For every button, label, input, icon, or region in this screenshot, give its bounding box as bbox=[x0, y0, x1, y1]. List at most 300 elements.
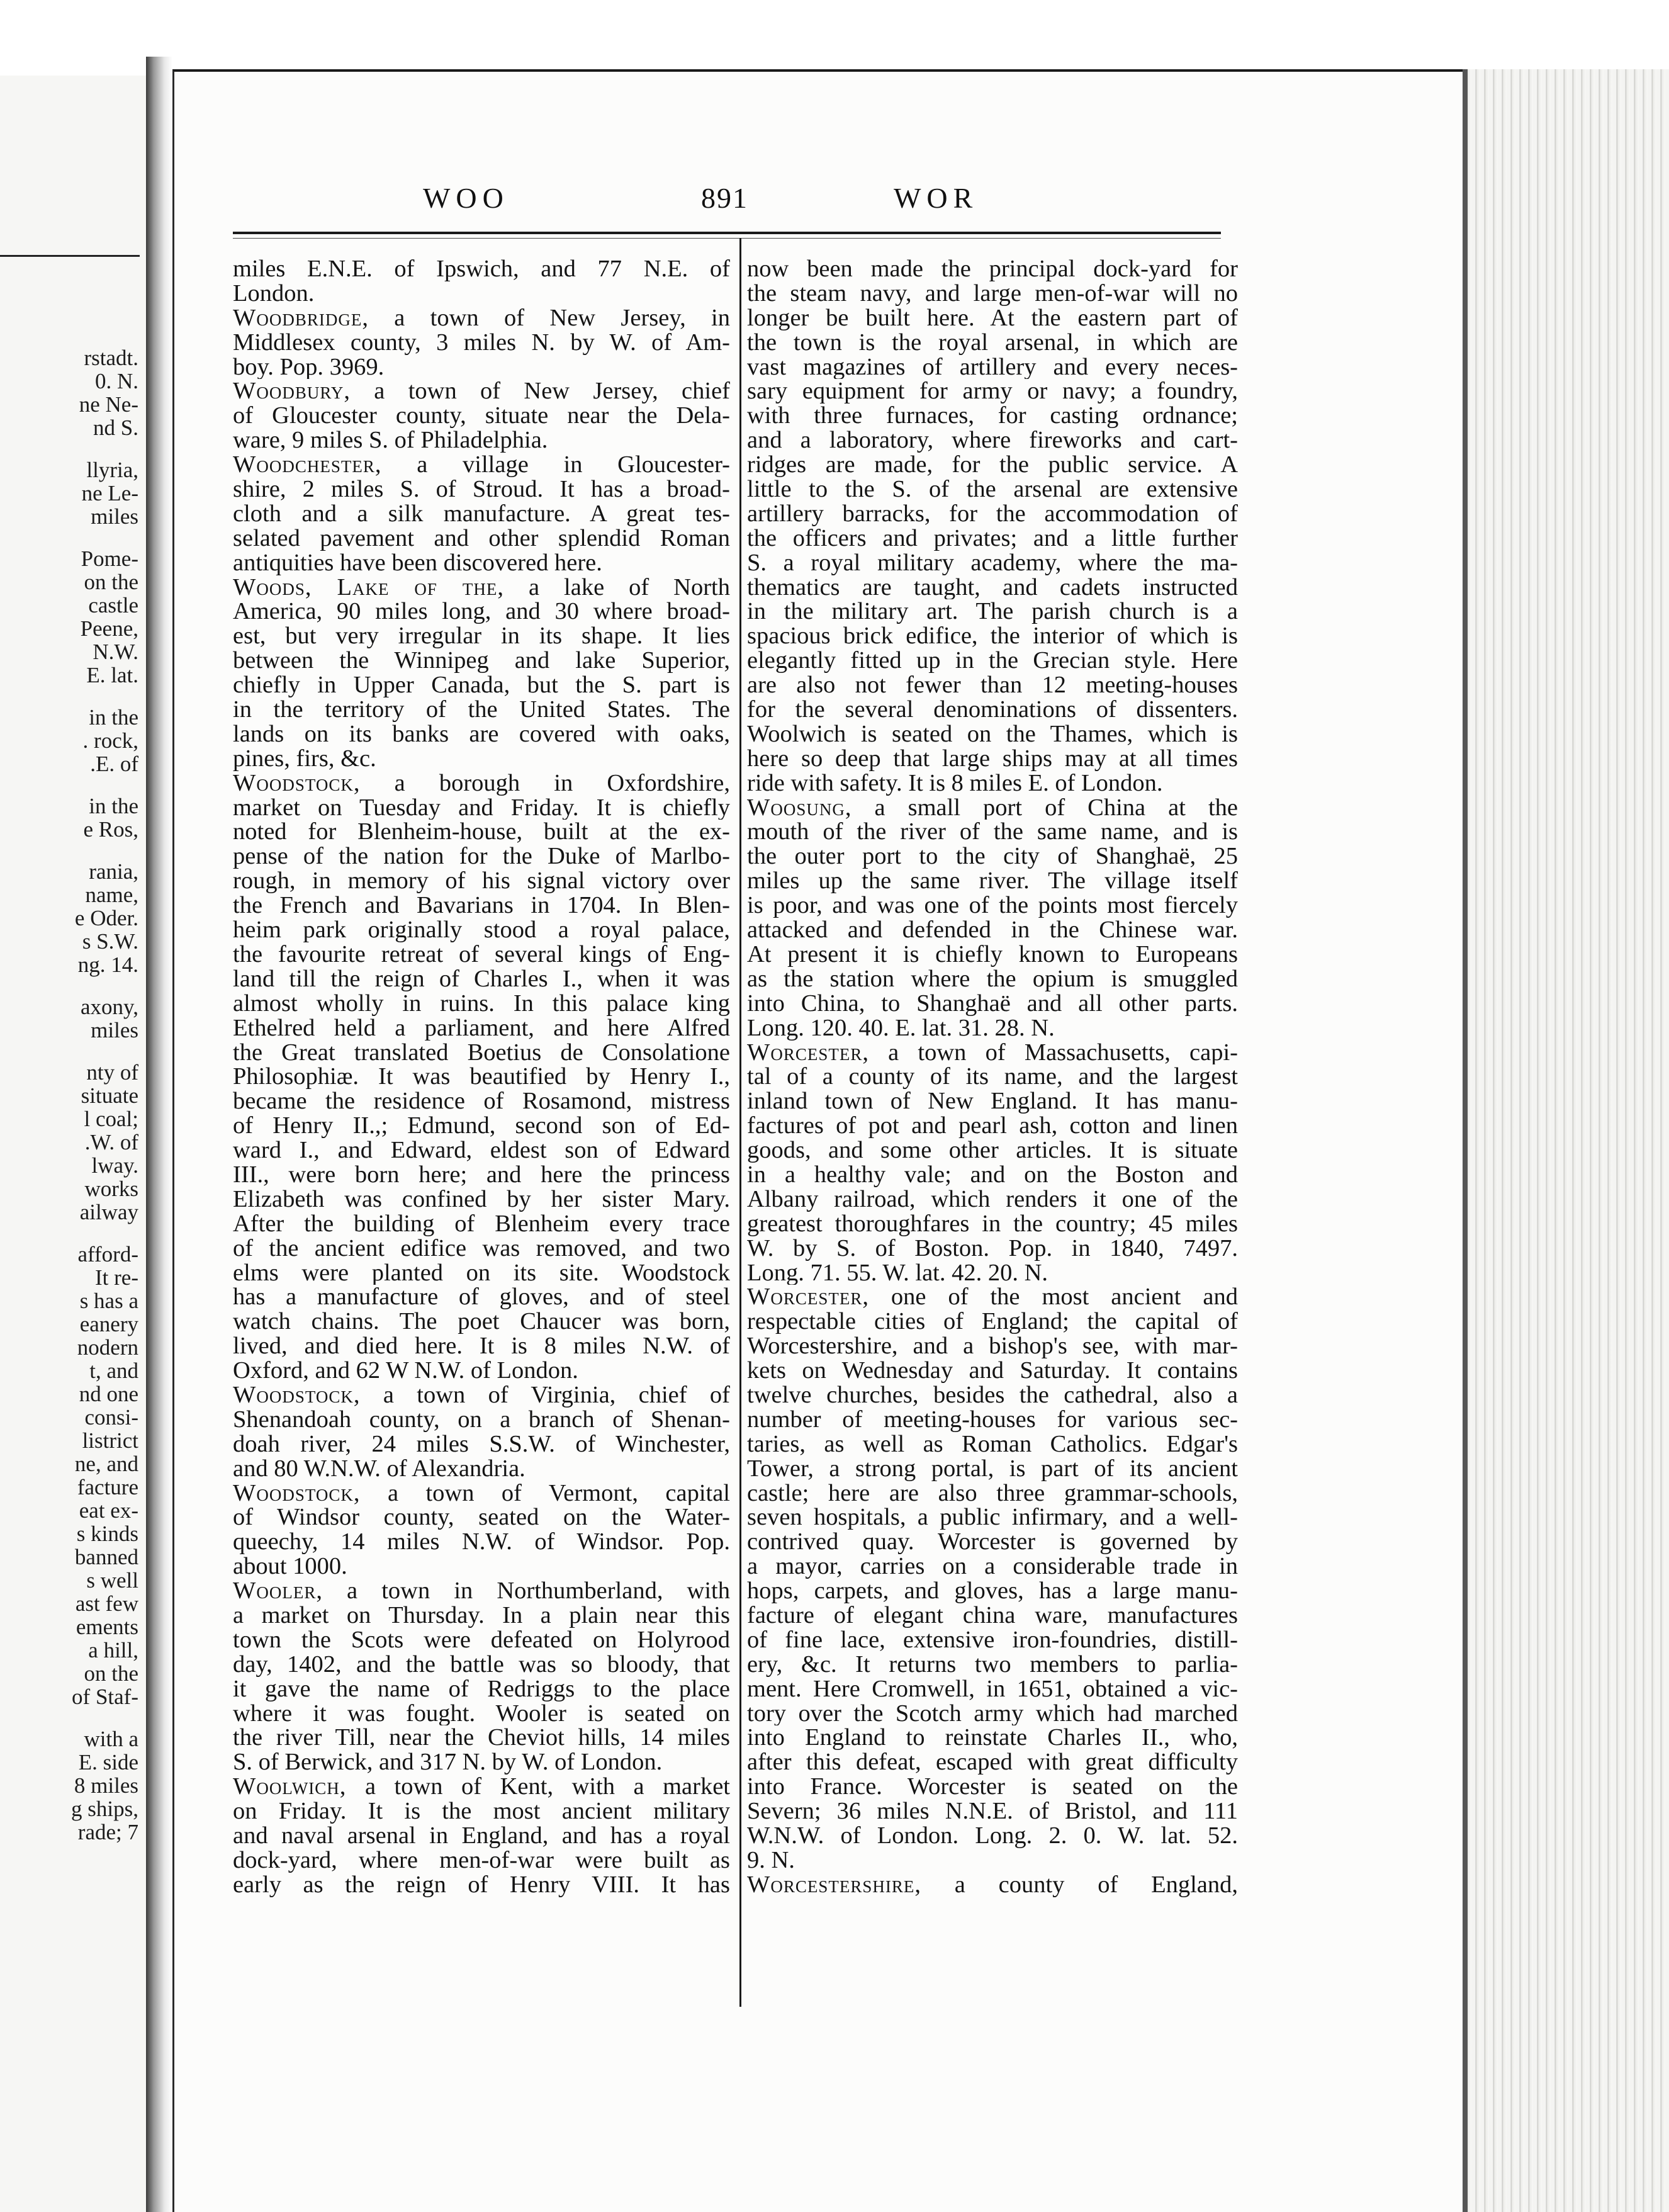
text-line bbox=[747, 1652, 1238, 1677]
fragment-line: s has a bbox=[79, 1289, 138, 1313]
text-line bbox=[747, 379, 1238, 403]
entry-headword: Worcester, bbox=[747, 1040, 869, 1065]
text-line bbox=[747, 844, 1238, 869]
line-text: pines, firs, &c. bbox=[233, 746, 376, 771]
line-text: for the several denominations of dissenters. bbox=[747, 697, 1238, 722]
text-line bbox=[233, 1114, 730, 1138]
line-text: number of meeting-houses for various sec- bbox=[747, 1407, 1238, 1432]
text-line bbox=[747, 1799, 1238, 1824]
line-text: longer be built here. At the eastern part of bbox=[747, 305, 1238, 330]
fragment-line: It re- bbox=[95, 1265, 138, 1290]
line-text: of Henry II.,; Edmund, second son of Ed- bbox=[233, 1114, 730, 1139]
entry-first-line bbox=[747, 1285, 1238, 1309]
fragment-line: in the bbox=[89, 705, 138, 730]
text-line bbox=[747, 1457, 1238, 1481]
text-line bbox=[747, 1138, 1238, 1163]
text-line bbox=[747, 648, 1238, 673]
line-text: ment. Here Cromwell, in 1651, obtained a vic- bbox=[747, 1676, 1238, 1701]
line-text: queechy, 14 miles N.W. of Windsor. Pop. bbox=[233, 1530, 730, 1555]
fragment-line: on the bbox=[84, 570, 138, 594]
line-text: Albany railroad, which renders it one of the bbox=[747, 1187, 1238, 1212]
text-line bbox=[233, 624, 730, 648]
entry-headword: Wooler, bbox=[233, 1579, 323, 1603]
entry-first-line bbox=[233, 1579, 730, 1603]
line-text: III., were born here; and here the princess bbox=[233, 1162, 730, 1187]
fragment-line: miles bbox=[91, 1018, 138, 1042]
text-line bbox=[233, 967, 730, 991]
line-text: London. bbox=[233, 281, 315, 306]
text-line bbox=[233, 403, 730, 428]
fragment-line: consi- bbox=[84, 1405, 138, 1430]
text-line bbox=[233, 1089, 730, 1114]
fragment-line: ailway bbox=[79, 1200, 138, 1224]
line-text: sary equipment for army or navy; a foundry, bbox=[747, 379, 1238, 404]
line-text: ride with safety. It is 8 miles E. of London. bbox=[747, 770, 1163, 796]
line-text: in the territory of the United States. The bbox=[233, 697, 730, 722]
text-line bbox=[747, 502, 1238, 526]
line-text: chiefly in Upper Canada, but the S. part is bbox=[233, 673, 730, 698]
text-line bbox=[233, 1187, 730, 1212]
fragment-line: nd S. bbox=[93, 415, 138, 440]
text-line bbox=[747, 1212, 1238, 1236]
line-text: the steam navy, and large men-of-war will no bbox=[747, 281, 1238, 306]
text-line bbox=[747, 453, 1238, 477]
line-text: in a healthy vale; and on the Boston and bbox=[747, 1162, 1238, 1187]
fragment-line: ast few bbox=[75, 1591, 138, 1616]
line-text: into France. Worcester is seated on the bbox=[747, 1775, 1238, 1800]
text-line bbox=[747, 771, 1238, 796]
fragment-line: facture bbox=[77, 1475, 138, 1499]
line-text: watch chains. The poet Chaucer was born, bbox=[233, 1309, 730, 1335]
text-line bbox=[233, 1285, 730, 1309]
book-gutter bbox=[146, 57, 172, 2212]
fragment-line: banned bbox=[74, 1545, 138, 1569]
fragment-line: rania, bbox=[89, 859, 138, 884]
text-line bbox=[747, 697, 1238, 722]
fragment-line: g ships, bbox=[71, 1797, 138, 1821]
text-line bbox=[233, 722, 730, 747]
fragment-line: 8 miles bbox=[74, 1773, 138, 1798]
line-text: selated pavement and other splendid Roman bbox=[233, 526, 730, 551]
text-line bbox=[233, 477, 730, 502]
line-text: After the building of Blenheim every trace bbox=[233, 1211, 730, 1236]
fragment-line: rade; 7 bbox=[77, 1820, 138, 1844]
text-line bbox=[747, 1481, 1238, 1506]
line-text: cloth and a silk manufacture. A great tes- bbox=[233, 501, 730, 526]
entry-first-line bbox=[747, 1873, 1238, 1897]
text-line bbox=[233, 1848, 730, 1873]
text-line bbox=[747, 1114, 1238, 1138]
entry-headword: Woodbury, bbox=[233, 379, 351, 404]
text-line bbox=[233, 1261, 730, 1285]
fragment-line: .W. of bbox=[84, 1130, 138, 1154]
line-text: land till the reign of Charles I., when it was bbox=[233, 966, 730, 991]
text-line bbox=[747, 1701, 1238, 1726]
fragment-gap bbox=[0, 1708, 138, 1727]
line-text: and 80 W.N.W. of Alexandria. bbox=[233, 1456, 525, 1481]
fragment-line: s well bbox=[86, 1568, 138, 1593]
text-line bbox=[747, 1579, 1238, 1603]
line-text: thematics are taught, and cadets instructed bbox=[747, 575, 1238, 600]
text-line bbox=[233, 526, 730, 551]
line-text: Long. 71. 55. W. lat. 42. 20. N. bbox=[747, 1260, 1048, 1285]
text-line bbox=[233, 281, 730, 306]
text-line bbox=[233, 697, 730, 722]
text-line bbox=[747, 1848, 1238, 1873]
text-line bbox=[747, 918, 1238, 942]
line-text: into China, to Shanghaë and all other parts. bbox=[747, 991, 1238, 1016]
line-text: Long. 120. 40. E. lat. 31. 28. N. bbox=[747, 1015, 1055, 1041]
fragment-line: of Staf- bbox=[72, 1684, 138, 1709]
line-text: Worcestershire, and a bishop's see, with mar- bbox=[747, 1334, 1238, 1359]
text-line bbox=[233, 502, 730, 526]
text-line bbox=[233, 428, 730, 453]
fragment-line: Pome- bbox=[81, 546, 138, 571]
line-text: about 1000. bbox=[233, 1554, 347, 1579]
line-text: in the military art. The parish church is a bbox=[747, 599, 1238, 624]
line-text: boy. Pop. 3969. bbox=[233, 354, 385, 380]
text-line bbox=[747, 1432, 1238, 1457]
text-line bbox=[747, 1064, 1238, 1089]
fragment-gap bbox=[0, 687, 138, 706]
line-text: has a manufacture of gloves, and of steel bbox=[233, 1285, 730, 1310]
text-line bbox=[747, 599, 1238, 624]
line-text: Oxford, and 62 W N.W. of London. bbox=[233, 1358, 578, 1383]
column-divider bbox=[739, 238, 741, 2007]
line-text: dock-yard, where men-of-war were built as bbox=[233, 1848, 730, 1873]
text-line bbox=[233, 893, 730, 918]
fragment-line: t, and bbox=[89, 1358, 138, 1383]
text-line bbox=[747, 1725, 1238, 1750]
fragment-line: on the bbox=[84, 1661, 138, 1686]
fragment-line: ng. 14. bbox=[77, 952, 138, 977]
text-line bbox=[747, 1554, 1238, 1579]
entry-first-line bbox=[233, 453, 730, 477]
text-line bbox=[233, 991, 730, 1016]
fragment-line: s kinds bbox=[76, 1521, 138, 1546]
line-text: castle; here are also three grammar-schools, bbox=[747, 1481, 1238, 1506]
text-line bbox=[747, 355, 1238, 380]
text-line bbox=[747, 477, 1238, 502]
line-text: of Windsor county, seated on the Water- bbox=[233, 1505, 730, 1530]
text-line bbox=[233, 599, 730, 624]
text-line bbox=[747, 1408, 1238, 1432]
line-text: after this defeat, escaped with great difficulty bbox=[747, 1750, 1238, 1775]
text-line bbox=[747, 1089, 1238, 1114]
text-line bbox=[233, 1408, 730, 1432]
text-line bbox=[747, 893, 1238, 918]
text-line bbox=[747, 403, 1238, 428]
fragment-line: in the bbox=[89, 794, 138, 818]
text-line bbox=[233, 648, 730, 673]
text-line bbox=[233, 1824, 730, 1848]
text-line bbox=[233, 1725, 730, 1750]
text-line bbox=[233, 1603, 730, 1628]
entry-first-line bbox=[233, 1481, 730, 1506]
text-line bbox=[747, 330, 1238, 355]
entry-headword: Woodbridge, bbox=[233, 305, 369, 330]
line-text: a small port of China at the bbox=[851, 795, 1238, 820]
text-line bbox=[233, 257, 730, 281]
text-line bbox=[747, 1677, 1238, 1701]
text-line bbox=[233, 1236, 730, 1261]
line-text: market on Tuesday and Friday. It is chiefly bbox=[233, 795, 730, 820]
line-text: the favourite retreat of several kings of Eng- bbox=[233, 942, 730, 967]
text-line bbox=[233, 869, 730, 893]
fragment-line: ne Ne- bbox=[79, 392, 138, 417]
text-line bbox=[233, 1138, 730, 1163]
fragment-gap bbox=[0, 439, 138, 458]
line-text: mouth of the river of the same name, and is bbox=[747, 820, 1238, 845]
line-text: little to the S. of the arsenal are extensive bbox=[747, 477, 1238, 502]
text-line bbox=[233, 1873, 730, 1897]
entry-first-line bbox=[747, 796, 1238, 820]
fragment-line: l coal; bbox=[84, 1107, 138, 1131]
entry-headword: Worcestershire, bbox=[747, 1872, 921, 1897]
line-text: vast magazines of artillery and every neces- bbox=[747, 354, 1238, 380]
line-text: with three furnaces, for casting ordnance; bbox=[747, 403, 1238, 429]
facing-page-text bbox=[0, 346, 138, 1844]
line-text: tory over the Scotch army which had marched bbox=[747, 1701, 1238, 1726]
line-text: the French and Bavarians in 1704. In Blen- bbox=[233, 893, 730, 918]
fragment-line: rstadt. bbox=[84, 346, 138, 370]
text-line bbox=[747, 306, 1238, 330]
line-text: into England to reinstate Charles II., who, bbox=[747, 1725, 1238, 1751]
line-text: miles up the same river. The village itself bbox=[747, 869, 1238, 894]
entry-first-line bbox=[747, 1041, 1238, 1065]
line-text: antiquities have been discovered here. bbox=[233, 550, 602, 575]
text-line bbox=[233, 1016, 730, 1041]
line-text: twelve churches, besides the cathedral, also a bbox=[747, 1382, 1238, 1408]
fragment-line: 0. N. bbox=[94, 369, 138, 393]
facing-page-fragment bbox=[0, 76, 148, 2212]
entry-headword: Worcester, bbox=[747, 1285, 869, 1310]
entry-first-line bbox=[233, 1775, 730, 1799]
text-line bbox=[747, 624, 1238, 648]
line-text: a town of Kent, with a market bbox=[346, 1775, 730, 1800]
line-text: a town of Vermont, capital bbox=[360, 1481, 730, 1506]
fragment-line: miles bbox=[91, 504, 138, 529]
text-line bbox=[747, 1628, 1238, 1652]
fragment-line: nd one bbox=[79, 1382, 138, 1406]
line-text: lived, and died here. It is 8 miles N.W. of bbox=[233, 1334, 730, 1359]
text-line bbox=[233, 1358, 730, 1383]
text-line bbox=[233, 1064, 730, 1089]
fragment-line: .E. of bbox=[90, 752, 138, 776]
line-text: Woolwich is seated on the Thames, which is bbox=[747, 721, 1238, 747]
line-text: Severn; 36 miles N.N.E. of Bristol, and 111 bbox=[747, 1799, 1238, 1824]
line-text: W.N.W. of London. Long. 2. 0. W. lat. 52. bbox=[747, 1824, 1238, 1848]
line-text: est, but very irregular in its shape. It lies bbox=[233, 624, 730, 649]
text-line bbox=[233, 551, 730, 575]
fragment-line: situate bbox=[81, 1083, 138, 1108]
line-text: it gave the name of Redriggs to the place bbox=[233, 1676, 730, 1701]
header-rule-thin bbox=[233, 238, 1221, 239]
text-line bbox=[747, 1530, 1238, 1554]
entry-first-line bbox=[233, 575, 730, 600]
line-text: a town in Northumberland, with bbox=[322, 1579, 730, 1603]
line-text: the officers and privates; and a little further bbox=[747, 526, 1238, 551]
line-text: elegantly fitted up in the Grecian style. Here bbox=[747, 648, 1238, 674]
line-text: inland town of New England. It has manu- bbox=[747, 1089, 1238, 1114]
line-text: pense of the nation for the Duke of Marlbo- bbox=[233, 844, 730, 869]
line-text: spacious brick edifice, the interior of which is bbox=[747, 624, 1238, 649]
line-text: greatest thoroughfares in the country; 45 miles bbox=[747, 1211, 1238, 1236]
fragment-line: ne Le- bbox=[81, 481, 138, 505]
line-text: Philosophiæ. It was beautified by Henry I., bbox=[233, 1064, 730, 1090]
text-line bbox=[747, 1163, 1238, 1187]
line-text: a mayor, carries on a considerable trade in bbox=[747, 1554, 1238, 1579]
line-text: S. of Berwick, and 317 N. by W. of London. bbox=[233, 1750, 663, 1775]
line-text: on Friday. It is the most ancient military bbox=[233, 1799, 730, 1824]
line-text: rough, in memory of his signal victory over bbox=[233, 869, 730, 894]
entry-first-line bbox=[233, 1383, 730, 1408]
text-line bbox=[747, 1309, 1238, 1334]
line-text: a town of Massachusetts, capi- bbox=[868, 1040, 1238, 1065]
fragment-line: e Ros, bbox=[83, 817, 138, 842]
text-line bbox=[233, 1652, 730, 1677]
line-text: Middlesex county, 3 miles N. by W. of Am- bbox=[233, 330, 730, 355]
text-line bbox=[233, 1628, 730, 1652]
entry-first-line bbox=[233, 771, 730, 796]
line-text: day, 1402, and the battle was so bloody, that bbox=[233, 1652, 730, 1677]
text-line bbox=[747, 1261, 1238, 1285]
text-line bbox=[747, 1334, 1238, 1358]
fragment-gap bbox=[0, 976, 138, 995]
line-text: the town is the royal arsenal, in which are bbox=[747, 330, 1238, 355]
line-text: seven hospitals, a public infirmary, and a well- bbox=[747, 1505, 1238, 1530]
text-line bbox=[233, 1554, 730, 1579]
text-line bbox=[233, 1432, 730, 1457]
running-head-right: WOR bbox=[894, 182, 979, 214]
entry-headword: Woods, Lake of the, bbox=[233, 575, 505, 600]
text-line bbox=[233, 1505, 730, 1530]
text-line bbox=[747, 257, 1238, 281]
line-text: of Gloucester county, situate near the Dela- bbox=[233, 403, 730, 429]
line-text: hops, carpets, and gloves, has a large manu- bbox=[747, 1579, 1238, 1603]
line-text: America, 90 miles long, and 30 where broad- bbox=[233, 599, 730, 624]
fragment-line: eanery bbox=[79, 1312, 138, 1336]
line-text: Shenandoah county, on a branch of Shenan- bbox=[233, 1407, 730, 1432]
text-line bbox=[747, 869, 1238, 893]
line-text: became the residence of Rosamond, mistress bbox=[233, 1089, 730, 1114]
line-text: is poor, and was one of the points most fiercely bbox=[747, 893, 1238, 918]
text-line bbox=[233, 918, 730, 942]
line-text: a town of New Jersey, in bbox=[368, 305, 730, 330]
line-text: a lake of North bbox=[504, 575, 730, 600]
text-line bbox=[747, 428, 1238, 453]
fragment-gap bbox=[0, 776, 138, 794]
line-text: of fine lace, extensive iron-foundries, distill- bbox=[747, 1627, 1238, 1652]
line-text: facture of elegant china ware, manufactures bbox=[747, 1603, 1238, 1628]
line-text: almost wholly in ruins. In this palace king bbox=[233, 991, 730, 1016]
line-text: and a laboratory, where fireworks and cart- bbox=[747, 428, 1238, 453]
entry-headword: Woosung, bbox=[747, 795, 852, 820]
text-line bbox=[233, 330, 730, 355]
fragment-line: nodern bbox=[77, 1335, 138, 1360]
text-line bbox=[233, 1163, 730, 1187]
line-text: the outer port to the city of Shanghaë, 25 bbox=[747, 844, 1238, 869]
fragment-gap bbox=[0, 1224, 138, 1243]
fragment-line: castle bbox=[88, 593, 138, 618]
entry-first-line bbox=[233, 306, 730, 330]
line-text: heim park originally stood a royal palace, bbox=[233, 918, 730, 942]
fragment-gap bbox=[0, 528, 138, 547]
line-text: where it was fought. Wooler is seated on bbox=[233, 1701, 730, 1726]
line-text: the river Till, near the Cheviot hills, 14 miles bbox=[233, 1725, 730, 1751]
line-text: Ethelred held a parliament, and here Alfred bbox=[233, 1015, 730, 1041]
line-text: are also not fewer than 12 meeting-houses bbox=[747, 673, 1238, 698]
line-text: noted for Blenheim-house, built at the ex- bbox=[233, 820, 730, 845]
text-line bbox=[747, 967, 1238, 991]
line-text: ridges are made, for the public service. A bbox=[747, 453, 1238, 478]
line-text: and naval arsenal in England, and has a royal bbox=[233, 1824, 730, 1848]
text-line bbox=[747, 1603, 1238, 1628]
line-text: elms were planted on its site. Woodstock bbox=[233, 1260, 730, 1285]
fragment-gap bbox=[0, 841, 138, 860]
text-line bbox=[233, 1750, 730, 1775]
fragment-line: afford- bbox=[77, 1242, 138, 1267]
text-line bbox=[747, 1016, 1238, 1041]
text-line bbox=[233, 1309, 730, 1334]
fragment-line: ements bbox=[76, 1615, 138, 1639]
line-text: ward I., and Edward, eldest son of Edward bbox=[233, 1138, 730, 1163]
text-line bbox=[233, 1334, 730, 1358]
fragment-line: . rock, bbox=[82, 728, 138, 753]
fragment-line: with a bbox=[84, 1727, 138, 1751]
entry-first-line bbox=[233, 379, 730, 403]
text-line bbox=[747, 722, 1238, 747]
entry-headword: Woodstock, bbox=[233, 1382, 361, 1408]
entry-headword: Woodstock, bbox=[233, 770, 361, 796]
fragment-line: nty of bbox=[86, 1060, 138, 1085]
line-text: S. a royal military academy, where the ma- bbox=[747, 550, 1238, 575]
line-text: miles E.N.E. of Ipswich, and 77 N.E. of bbox=[233, 257, 730, 281]
line-text: one of the most ancient and bbox=[868, 1285, 1238, 1310]
fragment-line: E. lat. bbox=[86, 663, 138, 687]
line-text: here so deep that large ships may at all times bbox=[747, 746, 1238, 771]
fragment-line: ne, and bbox=[74, 1452, 138, 1476]
line-text: the Great translated Boetius de Consolatione bbox=[233, 1040, 730, 1065]
line-text: respectable cities of England; the capital of bbox=[747, 1309, 1238, 1335]
line-text: 9. N. bbox=[747, 1848, 795, 1873]
line-text: a town of New Jersey, chief bbox=[350, 379, 730, 404]
line-text: as the station where the opium is smuggled bbox=[747, 966, 1238, 991]
line-text: factures of pot and pearl ash, cotton and linen bbox=[747, 1114, 1238, 1139]
fragment-line: s S.W. bbox=[82, 929, 138, 954]
page-number: 891 bbox=[701, 182, 748, 214]
facing-page-rule bbox=[0, 255, 140, 257]
fragment-line: listrict bbox=[82, 1428, 138, 1453]
line-text: between the Winnipeg and lake Superior, bbox=[233, 648, 730, 674]
text-line bbox=[233, 1457, 730, 1481]
line-text: tal of a county of its name, and the largest bbox=[747, 1064, 1238, 1090]
text-line bbox=[747, 942, 1238, 967]
line-text: a borough in Oxfordshire, bbox=[360, 770, 730, 796]
text-line bbox=[747, 1505, 1238, 1530]
header-rule bbox=[233, 232, 1221, 234]
line-text: doah river, 24 miles S.S.W. of Winchester, bbox=[233, 1431, 730, 1457]
fragment-gap bbox=[0, 1042, 138, 1061]
line-text: early as the reign of Henry VIII. It has bbox=[233, 1872, 730, 1897]
fragment-line: works bbox=[84, 1177, 138, 1201]
text-column-right bbox=[747, 257, 1238, 1897]
line-text: goods, and some other articles. It is situate bbox=[747, 1138, 1238, 1163]
text-line bbox=[747, 575, 1238, 600]
text-line bbox=[233, 1677, 730, 1701]
text-line bbox=[747, 526, 1238, 551]
text-column-left bbox=[233, 257, 730, 1897]
